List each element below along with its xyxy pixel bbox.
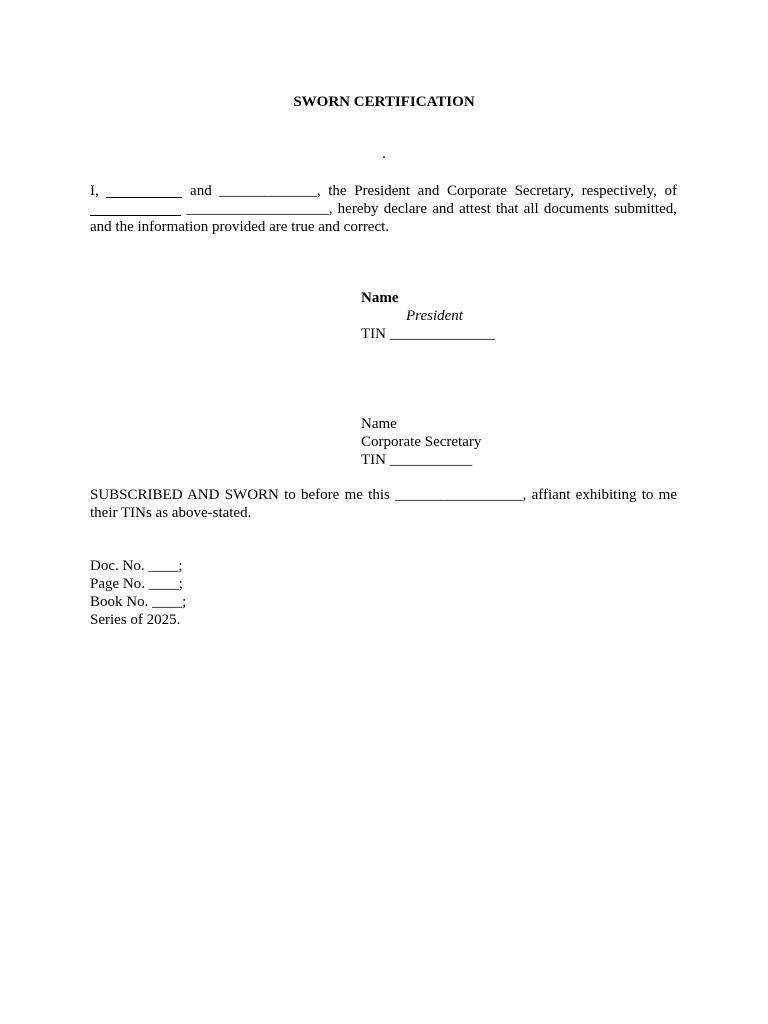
secretary-tin: TIN ___________ — [361, 452, 473, 468]
secretary-name-blank: _____________ — [219, 183, 317, 199]
declaration-text-attest: , hereby declare and attest that all documents submitted, and the information provided are true and correct. — [90, 201, 677, 235]
corporation-detail-blank: ___________________ — [186, 201, 329, 217]
president-title: President — [406, 308, 463, 324]
declaration-text-roles: , the President and Corporate Secretary, respectively, of — [316, 183, 677, 199]
declaration-paragraph — [90, 182, 677, 236]
secretary-name: Name — [361, 416, 397, 432]
document-title: SWORN CERTIFICATION — [293, 94, 475, 110]
president-signature-block — [361, 289, 495, 343]
corporation-name-blank — [90, 201, 181, 216]
page-number: Page No. ____; — [90, 576, 183, 592]
president-tin: TIN ______________ — [361, 326, 495, 342]
notary-details — [90, 557, 186, 629]
president-name: Name — [361, 290, 399, 306]
president-name-blank — [106, 183, 182, 198]
separator-dot: . — [382, 146, 386, 162]
sworn-statement: SUBSCRIBED AND SWORN to before me this _________________, affiant exhibiting to me their TINs as above-stated. — [90, 487, 677, 521]
declaration-prefix: I, — [90, 183, 99, 199]
doc-number: Doc. No. ____; — [90, 558, 183, 574]
series-year: Series of 2025. — [90, 612, 181, 628]
declaration-and: and — [190, 183, 212, 199]
secretary-title: Corporate Secretary — [361, 434, 482, 450]
book-number: Book No. ____; — [90, 594, 187, 610]
secretary-signature-block — [361, 415, 481, 469]
